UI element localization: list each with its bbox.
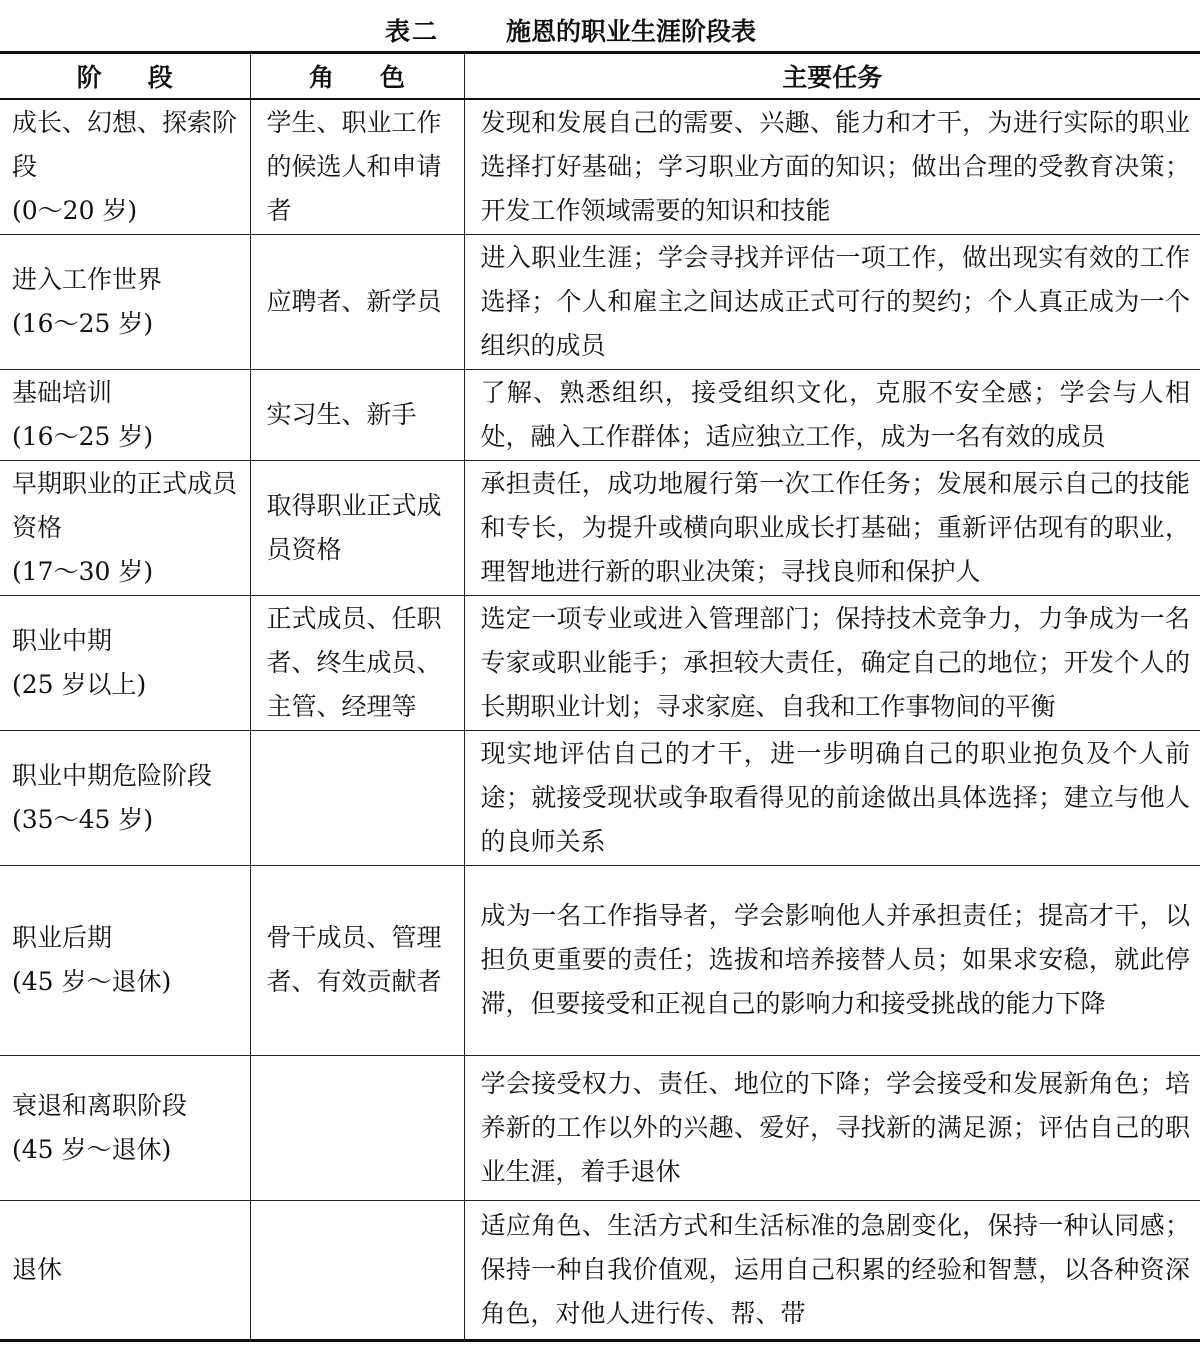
stage-age: (17～30 岁) bbox=[12, 556, 154, 586]
role-cell: 实习生、新手 bbox=[250, 369, 464, 460]
role-cell: 应聘者、新学员 bbox=[250, 234, 464, 369]
task-cell: 学会接受权力、责任、地位的下降；学会接受和发展新角色；培养新的工作以外的兴趣、爱好，寻找新的满足源；评估自己的职业生涯，着手退休 bbox=[464, 1055, 1200, 1200]
role-cell: 骨干成员、管理者、有效贡献者 bbox=[250, 865, 464, 1055]
table-title bbox=[0, 0, 1200, 48]
header-stage: 阶段 bbox=[0, 53, 250, 100]
stage-age: (45 岁～退休) bbox=[12, 967, 172, 996]
stage-age: (0～20 岁) bbox=[12, 195, 138, 225]
table-row bbox=[0, 730, 1200, 865]
stage-cell bbox=[0, 460, 250, 595]
table-caption: 施恩的职业生涯阶段表 bbox=[506, 17, 757, 46]
stage-name: 退休 bbox=[12, 1254, 63, 1284]
stage-cell bbox=[0, 99, 250, 234]
task-cell: 现实地评估自己的才干，进一步明确自己的职业抱负及个人前途；就接受现状或争取看得见的前途做出具体选择；建立与他人的良师关系 bbox=[464, 730, 1200, 865]
stage-age: (16～25 岁) bbox=[12, 308, 154, 338]
task-cell: 发现和发展自己的需要、兴趣、能力和才干，为进行实际的职业选择打好基础；学习职业方面的知识；做出合理的受教育决策；开发工作领域需要的知识和技能 bbox=[464, 99, 1200, 234]
role-cell: 取得职业正式成员资格 bbox=[250, 460, 464, 595]
task-cell: 适应角色、生活方式和生活标准的急剧变化，保持一种认同感；保持一种自我价值观，运用自己积累的经验和智慧，以各种资深角色，对他人进行传、帮、带 bbox=[464, 1200, 1200, 1340]
table-row bbox=[0, 369, 1200, 460]
table-row bbox=[0, 99, 1200, 234]
role-cell bbox=[250, 730, 464, 865]
table-number: 表二 bbox=[385, 17, 440, 46]
role-cell bbox=[250, 1055, 464, 1200]
table-row bbox=[0, 865, 1200, 1055]
stage-name: 职业中期 bbox=[12, 625, 113, 655]
stage-name: 早期职业的正式成员资格 bbox=[12, 468, 238, 542]
career-stage-table bbox=[0, 51, 1200, 1342]
header-task: 主要任务 bbox=[464, 53, 1200, 100]
stage-age: (25 岁以上) bbox=[12, 669, 147, 699]
task-cell: 成为一名工作指导者，学会影响他人并承担责任；提高才干，以担负更重要的责任；选拔和培养接替人员；如果求安稳，就此停滞，但要接受和正视自己的影响力和接受挑战的能力下降 bbox=[464, 865, 1200, 1055]
header-role: 角色 bbox=[250, 53, 464, 100]
role-cell: 学生、职业工作的候选人和申请者 bbox=[250, 99, 464, 234]
stage-cell bbox=[0, 1200, 250, 1340]
header-row bbox=[0, 53, 1200, 100]
stage-name: 职业后期 bbox=[12, 923, 113, 952]
table-row bbox=[0, 1200, 1200, 1340]
table-row bbox=[0, 234, 1200, 369]
stage-age: (45 岁～退休) bbox=[12, 1134, 172, 1164]
task-cell: 了解、熟悉组织，接受组织文化，克服不安全感；学会与人相处，融入工作群体；适应独立工作，成为一名有效的成员 bbox=[464, 369, 1200, 460]
stage-cell bbox=[0, 595, 250, 730]
stage-name: 成长、幻想、探索阶段 bbox=[12, 107, 238, 181]
stage-name: 职业中期危险阶段 bbox=[12, 760, 213, 790]
stage-cell bbox=[0, 865, 250, 1055]
role-cell bbox=[250, 1200, 464, 1340]
stage-cell bbox=[0, 1055, 250, 1200]
stage-age: (16～25 岁) bbox=[12, 421, 154, 451]
stage-name: 基础培训 bbox=[12, 377, 113, 407]
task-cell: 承担责任，成功地履行第一次工作任务；发展和展示自己的技能和专长，为提升或横向职业成长打基础；重新评估现有的职业，理智地进行新的职业决策；寻找良师和保护人 bbox=[464, 460, 1200, 595]
stage-cell bbox=[0, 369, 250, 460]
role-cell: 正式成员、任职者、终生成员、主管、经理等 bbox=[250, 595, 464, 730]
task-cell: 进入职业生涯；学会寻找并评估一项工作，做出现实有效的工作选择；个人和雇主之间达成正式可行的契约；个人真正成为一个组织的成员 bbox=[464, 234, 1200, 369]
stage-cell bbox=[0, 234, 250, 369]
table-row bbox=[0, 595, 1200, 730]
stage-name: 进入工作世界 bbox=[12, 264, 163, 294]
stage-age: (35～45 岁) bbox=[12, 804, 154, 834]
stage-cell bbox=[0, 730, 250, 865]
stage-name: 衰退和离职阶段 bbox=[12, 1090, 188, 1120]
table-row bbox=[0, 1055, 1200, 1200]
table-row bbox=[0, 460, 1200, 595]
task-cell: 选定一项专业或进入管理部门；保持技术竞争力，力争成为一名专家或职业能手；承担较大责任，确定自己的地位；开发个人的长期职业计划；寻求家庭、自我和工作事物间的平衡 bbox=[464, 595, 1200, 730]
